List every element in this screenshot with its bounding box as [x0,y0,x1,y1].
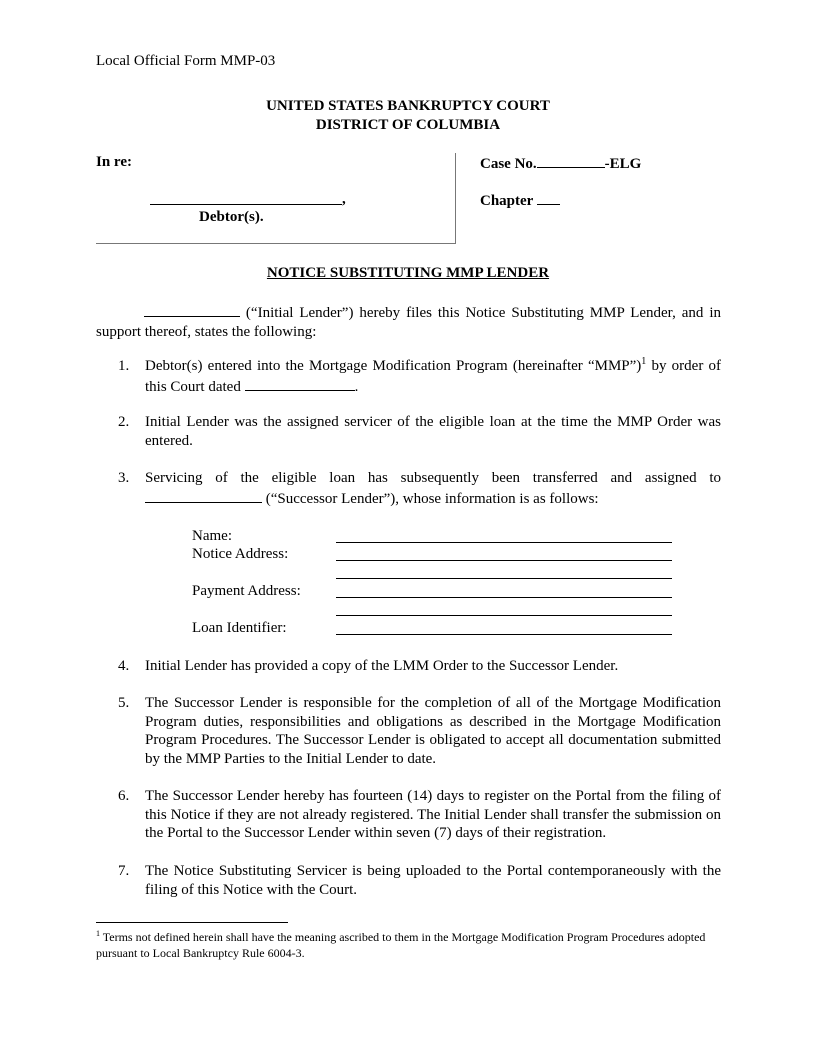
initial-lender-blank [144,302,240,317]
item-4 [118,657,721,676]
case-no-suffix: -ELG [604,156,642,172]
item-1 [118,356,721,396]
case-number [480,153,641,174]
item-text: Debtor(s) entered into the Mortgage Modification Program (hereinafter “MMP”) [145,358,642,374]
chapter [480,190,560,211]
item-7 [118,862,721,899]
debtor-name-line [150,204,342,205]
payment-address-line-1 [336,597,672,598]
debtor-label: Debtor(s). [199,209,264,225]
case-no-blank [537,153,605,168]
notice-address-line-2 [336,578,672,579]
item-text: The Successor Lender hereby has fourteen (14) days to register on the Portal from the filing of this Notice if they are not already registered. The Initial Lender shall transfer the submission on the Portal to the Successor Lender within seven (7) days of their registration. [145,788,721,841]
caption-bottom-rule [96,243,456,244]
chapter-label: Chapter [480,193,534,209]
footnote-text: Terms not defined herein shall have the meaning ascribed to them in the Mortgage Modification Program Procedures adopted pursuant to Local Bankruptcy Rule 6004-3. [96,930,706,960]
item-text: . [354,378,359,395]
item-number: 4. [118,658,130,674]
item-number: 6. [118,788,130,804]
chapter-blank [537,190,560,205]
name-label: Name: [192,528,232,544]
item-text: Servicing of the eligible loan has subsequently been transferred and assigned to [145,470,721,486]
payment-address-line-2 [336,615,672,616]
order-date-blank [245,376,355,391]
footnote [96,930,721,961]
court-name: UNITED STATES BANKRUPTCY COURT [266,98,550,114]
footnote-separator [96,922,288,923]
caption-vertical-rule [455,153,456,244]
item-number: 5. [118,695,130,711]
notice-address-label: Notice Address: [192,546,289,562]
item-3 [118,469,721,508]
item-number: 7. [118,863,130,879]
item-number: 2. [118,414,130,430]
case-no-label: Case No. [480,156,537,172]
item-2 [118,413,721,450]
debtor-comma: , [342,191,346,207]
item-6 [118,787,721,843]
item-text: Initial Lender was the assigned servicer of the eligible loan at the time the MMP Order was entered. [145,414,721,449]
item-number: 3. [118,470,130,486]
item-text: (“Successor Lender”), whose information is as follows: [262,490,599,507]
item-text: The Successor Lender is responsible for the completion of all of the Mortgage Modification Program duties, responsibilities and obligations as described in the Mortgage Modification Program Procedures. The Successor Lender is obligated to accept all documentation submitted by the MMP Parties to the Initial Lender to date. [145,695,721,767]
footnote-mark: 1 [96,929,100,938]
name-line [336,542,672,543]
footnote-ref: 1 [641,356,647,367]
intro-text: (“Initial Lender”) hereby files this Notice Substituting MMP Lender, and in support thereof, states the following: [96,305,721,340]
payment-address-label: Payment Address: [192,583,301,599]
intro-paragraph [96,302,721,341]
in-re-label: In re: [96,154,132,170]
item-text: by order of this Court dated [145,358,721,395]
court-district: DISTRICT OF COLUMBIA [315,117,501,133]
notice-address-line-1 [336,560,672,561]
item-5 [118,694,721,768]
loan-identifier-label: Loan Identifier: [192,620,287,636]
item-number: 1. [118,358,130,374]
successor-lender-blank [145,488,262,503]
notice-title: NOTICE SUBSTITUTING MMP LENDER [266,265,550,281]
form-id: Local Official Form MMP-03 [96,53,276,69]
loan-identifier-line [336,634,672,635]
item-text: Initial Lender has provided a copy of the LMM Order to the Successor Lender. [145,658,619,674]
item-text: The Notice Substituting Servicer is being uploaded to the Portal contemporaneously with the filing of this Notice with the Court. [145,863,721,898]
